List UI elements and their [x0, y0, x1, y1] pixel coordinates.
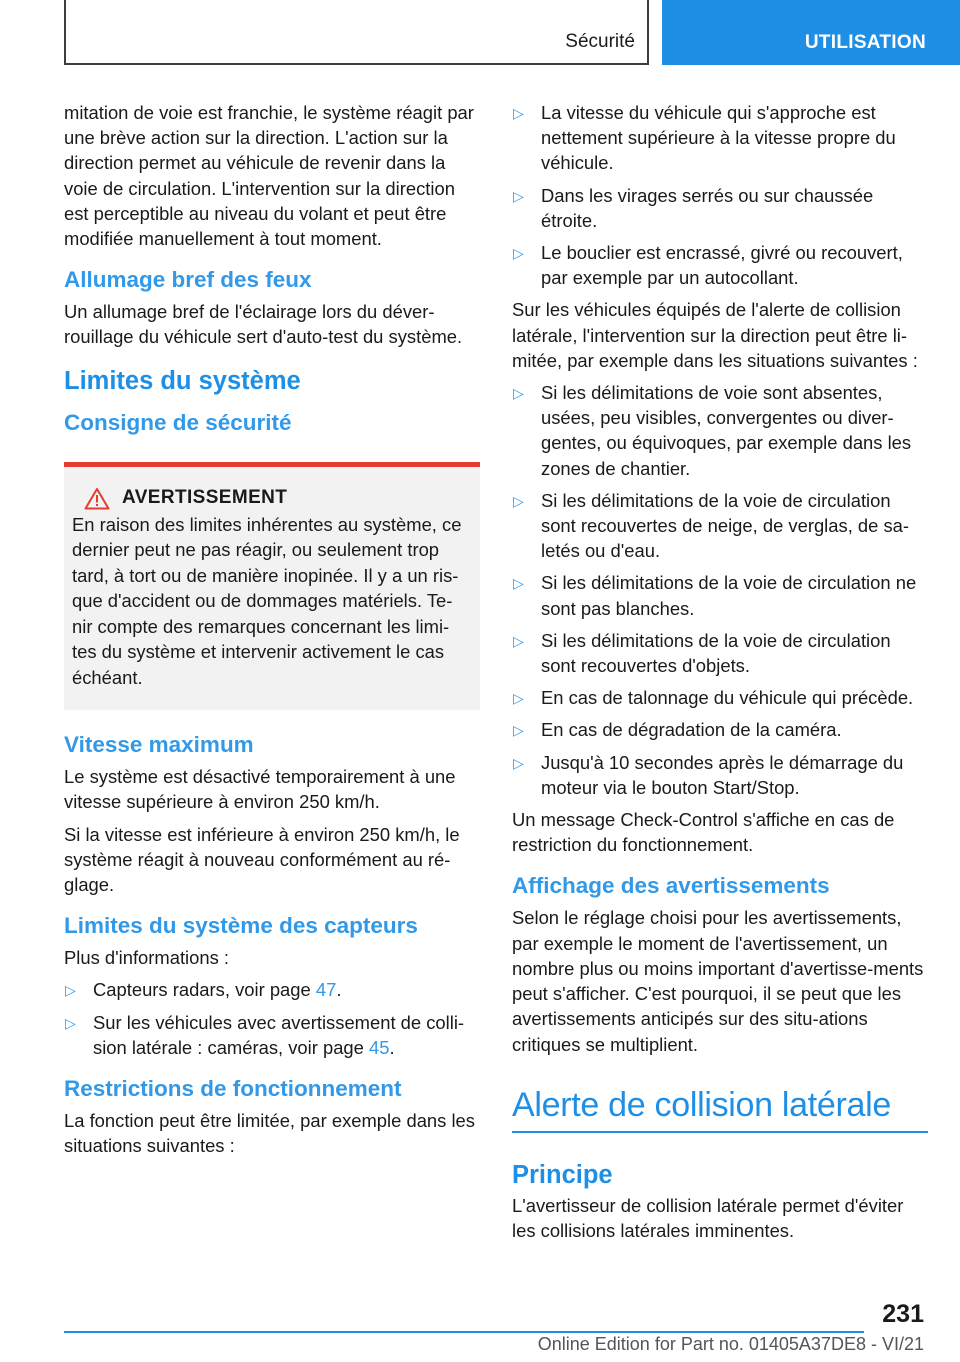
- list-item: ▷ Si les délimitations de la voie de circulation ne sont pas blanches.: [513, 572, 917, 619]
- bullet-triangle-icon: ▷: [65, 1014, 76, 1031]
- list-item: ▷ Si les délimitations de voie sont absentes, usées, peu visibles, convergentes ou diver-gentes, ou équivoques, par exemple dans les zones de chantier.: [513, 382, 912, 479]
- bullet-triangle-icon: ▷: [513, 575, 524, 592]
- list-item: ▷ Le bouclier est encrassé, givré ou recouvert, par exemple par un autocollant.: [513, 242, 903, 289]
- bullet-triangle-icon: ▷: [513, 754, 524, 771]
- affichage-paragraph: Selon le réglage choisi pour les avertissements, par exemple le moment de l'avertissement, un nombre plus ou moins important d'avertisse-ments peut s'afficher. C'est pourquoi, il se peut que les avertissements anticipés sur des situ-ations critiques se multiplient.: [512, 907, 924, 1055]
- principe-paragraph: L'avertisseur de collision latérale permet d'éviter les collisions latérales imminentes.: [512, 1194, 904, 1241]
- bullet-triangle-icon: ▷: [513, 722, 524, 739]
- list-item: ▷ La vitesse du véhicule qui s'approche est nettement supérieure à la vitesse propre du véhicule.: [513, 102, 896, 174]
- header-chapter-title: UTILISATION: [804, 32, 926, 53]
- warning-title: AVERTISSEMENT: [122, 487, 288, 509]
- heading-allumage: Allumage bref des feux: [64, 267, 312, 293]
- collision-paragraph: Sur les véhicules équipés de l'alerte de collision latérale, l'intervention sur la direction peut être li-mitée, par exemple dans les situations suivantes :: [512, 299, 918, 371]
- checkcontrol-paragraph: Un message Check-Control s'affiche en cas de restriction du fonctionnement.: [512, 809, 895, 856]
- header-chapter-tab: [662, 0, 960, 65]
- list-item: ▷ Si les délimitations de la voie de circulation sont recouvertes de neige, de verglas, de sa-letés ou d'eau.: [513, 489, 910, 562]
- left-column: [64, 100, 480, 1165]
- collision-restrictions-list: [512, 380, 928, 800]
- restrictions-paragraph: La fonction peut être limitée, par exemple dans les situations suivantes :: [64, 1109, 475, 1157]
- footer-edition: Online Edition for Part no. 01405A37DE8 - VI/21: [537, 1334, 924, 1354]
- heading-alerte-collision-laterale: Alerte de collision latérale: [512, 1083, 928, 1133]
- footer-divider: [64, 1331, 864, 1333]
- header-section-title: Sécurité: [565, 31, 635, 52]
- warning-triangle-icon: [72, 487, 122, 510]
- bullet-triangle-icon: ▷: [513, 690, 524, 707]
- page-link-45[interactable]: 45: [369, 1036, 390, 1058]
- page-link-47[interactable]: 47: [315, 979, 337, 1001]
- page-number: 231: [882, 1300, 924, 1328]
- right-column: [512, 100, 928, 1250]
- bullet-triangle-icon: ▷: [513, 105, 524, 121]
- header-section-box: [64, 0, 649, 65]
- restrictions-list: [512, 100, 928, 290]
- list-item: ▷ Si les délimitations de la voie de circulation sont recouvertes d'objets.: [513, 629, 891, 677]
- intro-paragraph: mitation de voie est franchie, le système réagit par une brève action sur la direction. L'action sur la direction permet au véhicule de revenir dans la voie de circulation. L'intervention sur la direction est perceptible au niveau du volant et peut être modifiée manuellement à tout moment.: [64, 102, 474, 250]
- capteurs-list: [64, 977, 480, 1060]
- bullet-triangle-icon: ▷: [513, 187, 524, 204]
- heading-restrictions: Restrictions de fonctionnement: [64, 1075, 402, 1101]
- capteurs-paragraph: Plus d'informations :: [64, 947, 230, 969]
- heading-affichage-avertissements: Affichage des avertissements: [512, 873, 830, 899]
- heading-vitesse-maximum: Vitesse maximum: [64, 732, 254, 758]
- heading-principe: Principe: [512, 1160, 613, 1189]
- heading-limites-capteurs: Limites du système des capteurs: [64, 913, 418, 939]
- bullet-triangle-icon: ▷: [65, 982, 76, 999]
- list-item: ▷ Dans les virages serrés ou sur chaussée étroite.: [513, 184, 874, 231]
- list-item: ▷ En cas de talonnage du véhicule qui précède.: [512, 685, 928, 710]
- list-item: ▷ Capteurs radars, voir page 47.: [64, 977, 480, 1002]
- vitesse-paragraph-1: Le système est désactivé temporairement à une vitesse supérieure à environ 250 km/h.: [64, 766, 456, 813]
- vitesse-paragraph-2: Si la vitesse est inférieure à environ 250 km/h, le système réagit à nouveau conformément au ré-glage.: [64, 823, 460, 895]
- list-item: ▷ Jusqu'à 10 secondes après le démarrage du moteur via le bouton Start/Stop.: [513, 751, 904, 798]
- bullet-triangle-icon: ▷: [513, 492, 524, 509]
- bullet-triangle-icon: ▷: [513, 632, 524, 649]
- heading-consigne-securite: Consigne de sécurité: [64, 409, 292, 435]
- list-item: ▷ Sur les véhicules avec avertissement de colli-sion latérale : caméras, voir page 45.: [65, 1011, 465, 1058]
- warning-box: [64, 462, 480, 711]
- allumage-paragraph: Un allumage bref de l'éclairage lors du déver-rouillage du véhicule sert d'auto-test du système.: [64, 301, 463, 348]
- bullet-triangle-icon: ▷: [513, 245, 524, 262]
- heading-limites-systeme: Limites du système: [64, 366, 301, 395]
- warning-text: En raison des limites inhérentes au système, ce dernier peut ne pas réagir, ou seulement trop tard, à tort ou de manière inopinée. Il y a un ris-que d'accident ou de dommages matériels. Te-nir compte des remarques concernant les limi-tes du système et intervenir activement le cas échéant.: [72, 513, 462, 688]
- warning-header: [72, 487, 472, 510]
- bullet-triangle-icon: ▷: [513, 385, 524, 402]
- list-item: ▷ En cas de dégradation de la caméra.: [512, 717, 928, 742]
